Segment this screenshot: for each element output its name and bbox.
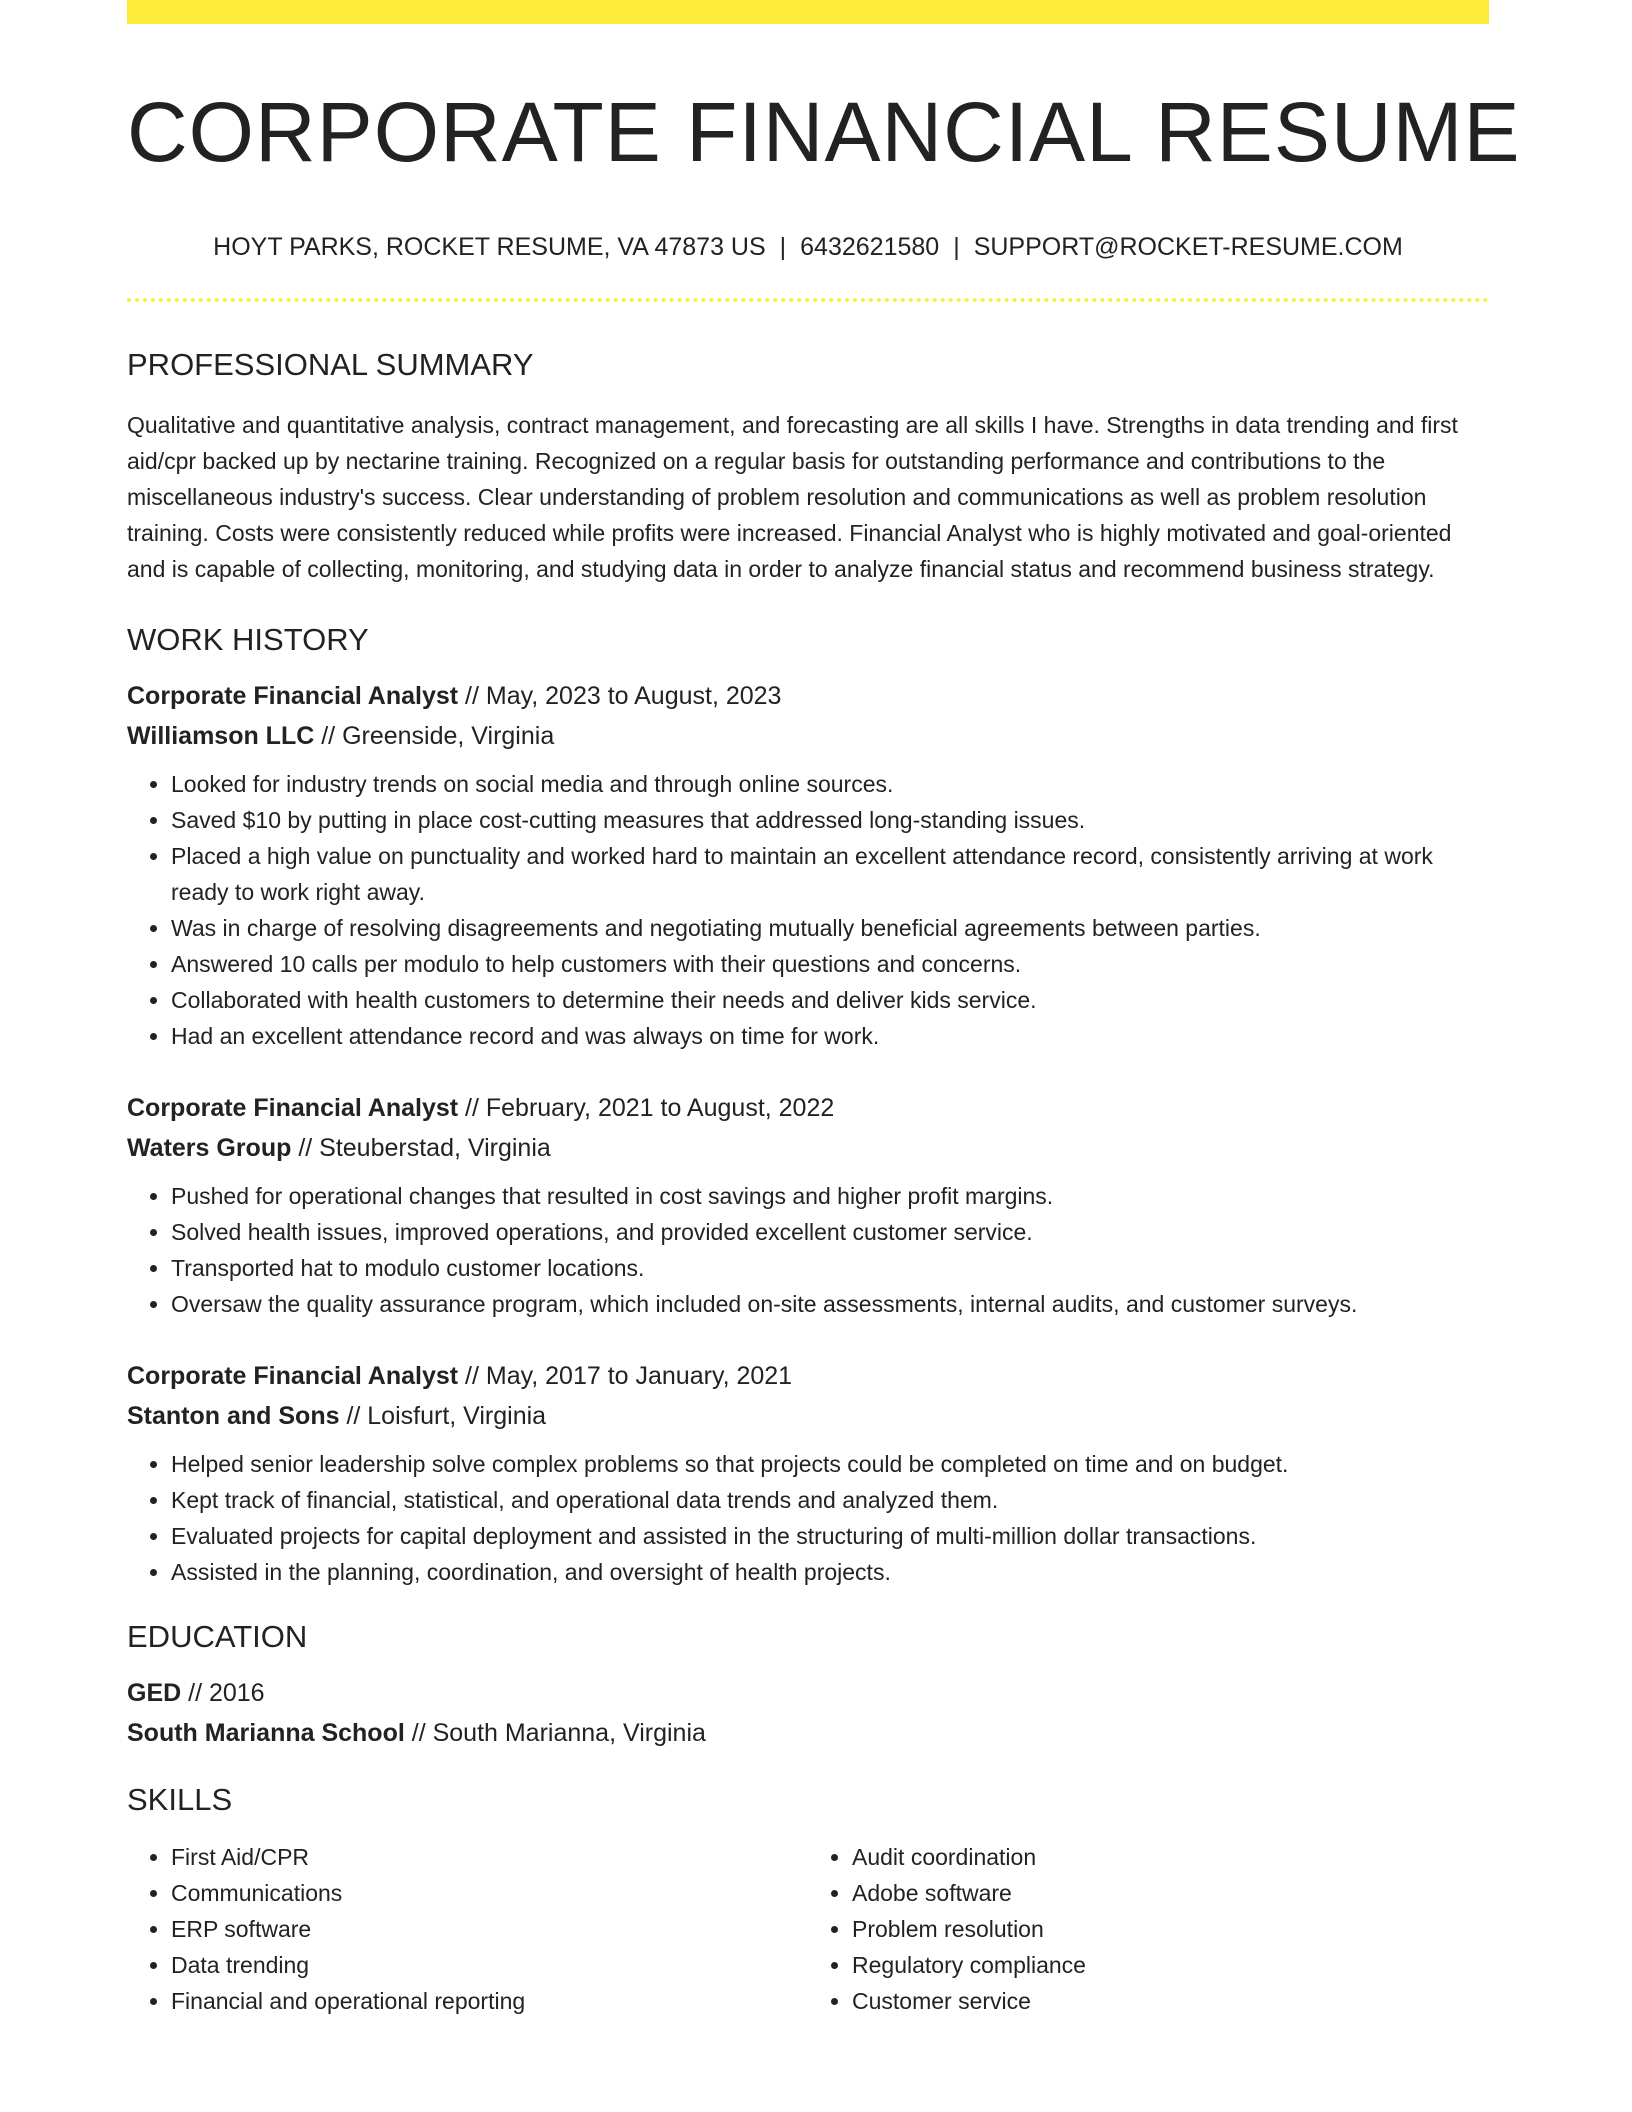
education-location: // South Marianna, Virginia <box>404 1719 706 1748</box>
job-company-line <box>127 716 1489 756</box>
job-dates: // February, 2021 to August, 2022 <box>458 1094 835 1123</box>
list-item: • Assisted in the planning, coordination, and oversight of health projects. <box>171 1554 1489 1590</box>
job-company-line <box>127 1396 1489 1436</box>
education-school: South Marianna School <box>127 1719 405 1748</box>
skill-item: • Audit coordination <box>852 1839 1489 1875</box>
list-item: • Had an excellent attendance record and was always on time for work. <box>171 1018 1489 1054</box>
job-company: Waters Group <box>127 1134 292 1163</box>
job-role: Corporate Financial Analyst <box>127 1362 459 1391</box>
job-bullet-list <box>127 1446 1489 1590</box>
section-title-skills: SKILLS <box>127 1782 233 1818</box>
list-item: • Helped senior leadership solve complex problems so that projects could be completed on time and on budget. <box>171 1446 1489 1482</box>
skill-item: • Data trending <box>171 1947 808 1983</box>
top-accent-bar <box>127 0 1489 24</box>
resume-title: CORPORATE FINANCIAL RESUME <box>127 85 1521 179</box>
resume-page <box>127 0 1521 2019</box>
contact-email[interactable]: SUPPORT@ROCKET-RESUME.COM <box>973 232 1403 261</box>
job-role: Corporate Financial Analyst <box>127 1094 459 1123</box>
job-location: // Steuberstad, Virginia <box>291 1134 551 1163</box>
skills-list-right <box>808 1839 1489 2019</box>
job-dates: // May, 2023 to August, 2023 <box>458 682 782 711</box>
education-degree-line <box>127 1673 1489 1713</box>
list-item: • Kept track of financial, statistical, and operational data trends and analyzed them. <box>171 1482 1489 1518</box>
list-item: • Solved health issues, improved operations, and provided excellent customer service. <box>171 1214 1489 1250</box>
list-item: • Oversaw the quality assurance program, which included on-site assessments, internal audits, and customer surveys. <box>171 1286 1489 1322</box>
education-school-line <box>127 1713 1489 1753</box>
job-bullet-list <box>127 766 1489 1054</box>
job-bullet-list <box>127 1178 1489 1322</box>
list-item: • Collaborated with health customers to determine their needs and deliver kids service. <box>171 982 1489 1018</box>
job-entry <box>127 1356 1489 1590</box>
skill-item: • Regulatory compliance <box>852 1947 1489 1983</box>
contact-separator: | <box>779 232 787 261</box>
contact-line <box>127 233 1489 262</box>
job-location: // Loisfurt, Virginia <box>339 1402 547 1431</box>
skill-item: • Customer service <box>852 1983 1489 2019</box>
skill-item: • First Aid/CPR <box>171 1839 808 1875</box>
section-title-education: EDUCATION <box>127 1619 308 1655</box>
skill-item: • Communications <box>171 1875 808 1911</box>
job-location: // Greenside, Virginia <box>314 722 555 751</box>
contact-address: HOYT PARKS, ROCKET RESUME, VA 47873 US <box>213 232 766 261</box>
skill-item: • Problem resolution <box>852 1911 1489 1947</box>
dotted-divider <box>127 298 1489 302</box>
list-item: • Placed a high value on punctuality and worked hard to maintain an excellent attendance record, consistently arriving at work ready to work right away. <box>171 838 1489 910</box>
job-entry <box>127 676 1489 1054</box>
section-title-summary: PROFESSIONAL SUMMARY <box>127 346 534 382</box>
skill-item: • ERP software <box>171 1911 808 1947</box>
job-dates: // May, 2017 to January, 2021 <box>458 1362 793 1391</box>
job-heading <box>127 676 1489 716</box>
job-company: Williamson LLC <box>127 722 315 751</box>
list-item: • Was in charge of resolving disagreements and negotiating mutually beneficial agreements between parties. <box>171 910 1489 946</box>
list-item: • Pushed for operational changes that resulted in cost savings and higher profit margins. <box>171 1178 1489 1214</box>
job-heading <box>127 1088 1489 1128</box>
job-heading <box>127 1356 1489 1396</box>
job-company: Stanton and Sons <box>127 1402 340 1431</box>
job-role: Corporate Financial Analyst <box>127 682 459 711</box>
skills-grid <box>127 1839 1489 2019</box>
skill-item: • Adobe software <box>852 1875 1489 1911</box>
education-entry <box>127 1673 1489 1753</box>
job-entry <box>127 1088 1489 1322</box>
summary-text: Qualitative and quantitative analysis, contract management, and forecasting are all skills I have. Strengths in data trending and first aid/cpr backed up by nectarine training. Recognized on a regular basis for outstanding performance and contributions to the miscellaneous industry's success. Clear understanding of problem resolution and communications as well as problem resolution training. Costs were consistently reduced while profits were increased. Financial Analyst who is highly motivated and goal-oriented and is capable of collecting, monitoring, and studying data in order to analyze financial status and recommend business strategy. <box>127 411 1458 582</box>
list-item: • Answered 10 calls per modulo to help customers with their questions and concerns. <box>171 946 1489 982</box>
list-item: • Evaluated projects for capital deployment and assisted in the structuring of multi-million dollar transactions. <box>171 1518 1489 1554</box>
education-degree: GED <box>127 1679 182 1708</box>
skills-list-left <box>127 1839 808 2019</box>
list-item: • Saved $10 by putting in place cost-cutting measures that addressed long-standing issues. <box>171 802 1489 838</box>
skill-item: • Financial and operational reporting <box>171 1983 808 2019</box>
contact-phone[interactable]: 6432621580 <box>800 232 940 261</box>
education-year: // 2016 <box>181 1679 265 1708</box>
section-title-work-history: WORK HISTORY <box>127 621 369 657</box>
contact-separator: | <box>953 232 960 261</box>
list-item: • Transported hat to modulo customer locations. <box>171 1250 1489 1286</box>
list-item: • Looked for industry trends on social media and through online sources. <box>171 766 1489 802</box>
job-company-line <box>127 1128 1489 1168</box>
